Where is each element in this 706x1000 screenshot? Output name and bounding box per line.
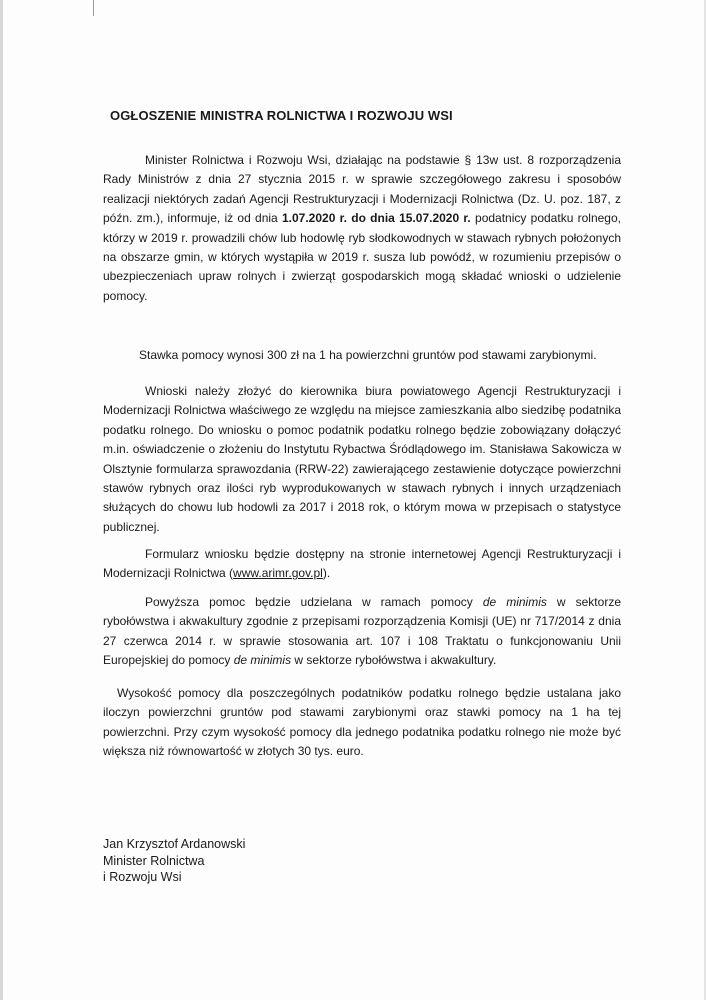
- scan-top-mark: [93, 0, 94, 16]
- de-minimis-term-2: de minimis: [233, 653, 292, 668]
- paragraph-aid-rate: [103, 346, 621, 365]
- signatory-position-line-1: Minister Rolnictwa: [103, 853, 205, 868]
- application-submission-text: Wnioski należy złożyć do kierownika biura powiatowego Agencji Restrukturyzacji i Modernizacji Rolnictwa właściwego ze względu na miejsce zamieszkania albo siedzibę podatnika podatku rolnego. Do wniosku o pomoc podatnik podatku rolnego będzie zobowiązany dołączyć m.in. oświadczenie o złożeniu do Instytutu Rybactwa Śródlądowego im. Stanisława Sakowicza w Olsztynie formularza sprawozdania (RRW-22) zawierającego zestawienie dotyczące powierzchni stawów rybnych oraz ilości ryb wyprodukowanych w stawach rybnych i innych urządzeniach służących do chowu lub hodowli za 2017 i 2018 rok, o którym mowa w przepisach o statystyce publicznej.: [103, 384, 621, 534]
- scan-left-edge: [0, 0, 3, 1000]
- form-availability-text-start: Formularz wniosku będzie dostępny na stronie internetowej Agencji Restrukturyzacji i Modernizacji Rolnictwa (: [103, 547, 621, 581]
- paragraph-de-minimis: [103, 593, 621, 671]
- de-minimis-text-2: w sektorze rybołówstwa i akwakultury zgodnie z przepisami rozporządzenia Komisji (UE) nr 717/2014 z dnia 27 czerwca 2014 r. w sprawie stosowania art. 107 i 108 Traktatu o funkcjonowaniu Unii Europejskiej do pomocy: [103, 595, 621, 668]
- paragraph-legal-basis: [103, 151, 621, 306]
- document-title: OGŁOSZENIE MINISTRA ROLNICTWA I ROZWOJU WSI: [110, 108, 453, 123]
- signatory-position-line-2: i Rozwoju Wsi: [103, 870, 182, 884]
- paragraph-form-availability: [103, 545, 621, 584]
- aid-rate-text: Stawka pomocy wynosi 300 zł na 1 ha powierzchni gruntów pod stawami zarybionymi.: [139, 348, 597, 362]
- de-minimis-text-1: Powyższa pomoc będzie udzielana w ramach pomocy: [145, 595, 483, 609]
- aid-amount-text: Wysokość pomocy dla poszczególnych podatników podatku rolnego będzie ustalana jako iloczyn powierzchni gruntów pod stawami zarybionymi oraz stawki pomocy na 1 ha tej powierzchni. Przy czym wysokość pomocy dla jednego podatnika podatku rolnego nie może być większa niż równowartość w złotych 30 tys. euro.: [103, 686, 621, 759]
- form-availability-text-end: ).: [322, 566, 331, 581]
- de-minimis-text-3: w sektorze rybołówstwa i akwakultury.: [291, 653, 497, 668]
- de-minimis-term-1: de minimis: [482, 595, 547, 609]
- paragraph-1-text-end: podatnicy podatku rolnego, którzy w 2019 r. prowadzili chów lub hodowlę ryb słodkowodnych w stawach rybnych położonych na obszarze gmin, w których wystąpiła w 2019 r. susza lub powódź, w rozumieniu przepisów o ubezpieczeniach upraw rolnych i zwierząt gospodarskich mogą składać wnioski o udzielenie pomocy.: [103, 211, 621, 303]
- signatory-name: Jan Krzysztof Ardanowski: [103, 837, 246, 851]
- paragraph-aid-amount: [103, 684, 621, 762]
- paragraph-1-text-start: Minister Rolnictwa i Rozwoju Wsi, działając na podstawie § 13w ust. 8 rozporządzenia Rady Ministrów z dnia 27 stycznia 2015 r. w sprawie szczegółowego zakresu i sposobów realizacji niektórych zadań Agencji Restrukturyzacji i Modernizacji Rolnictwa (Dz. U. poz. 187, z późn. zm.), informuje, iż od dnia: [103, 153, 621, 226]
- paragraph-application-submission: [103, 382, 621, 537]
- application-date-range: 1.07.2020 r. do dnia 15.07.2020 r.: [281, 211, 471, 226]
- arimr-website-link[interactable]: www.arimr.gov.pl: [233, 566, 323, 581]
- signature-block: [103, 836, 245, 886]
